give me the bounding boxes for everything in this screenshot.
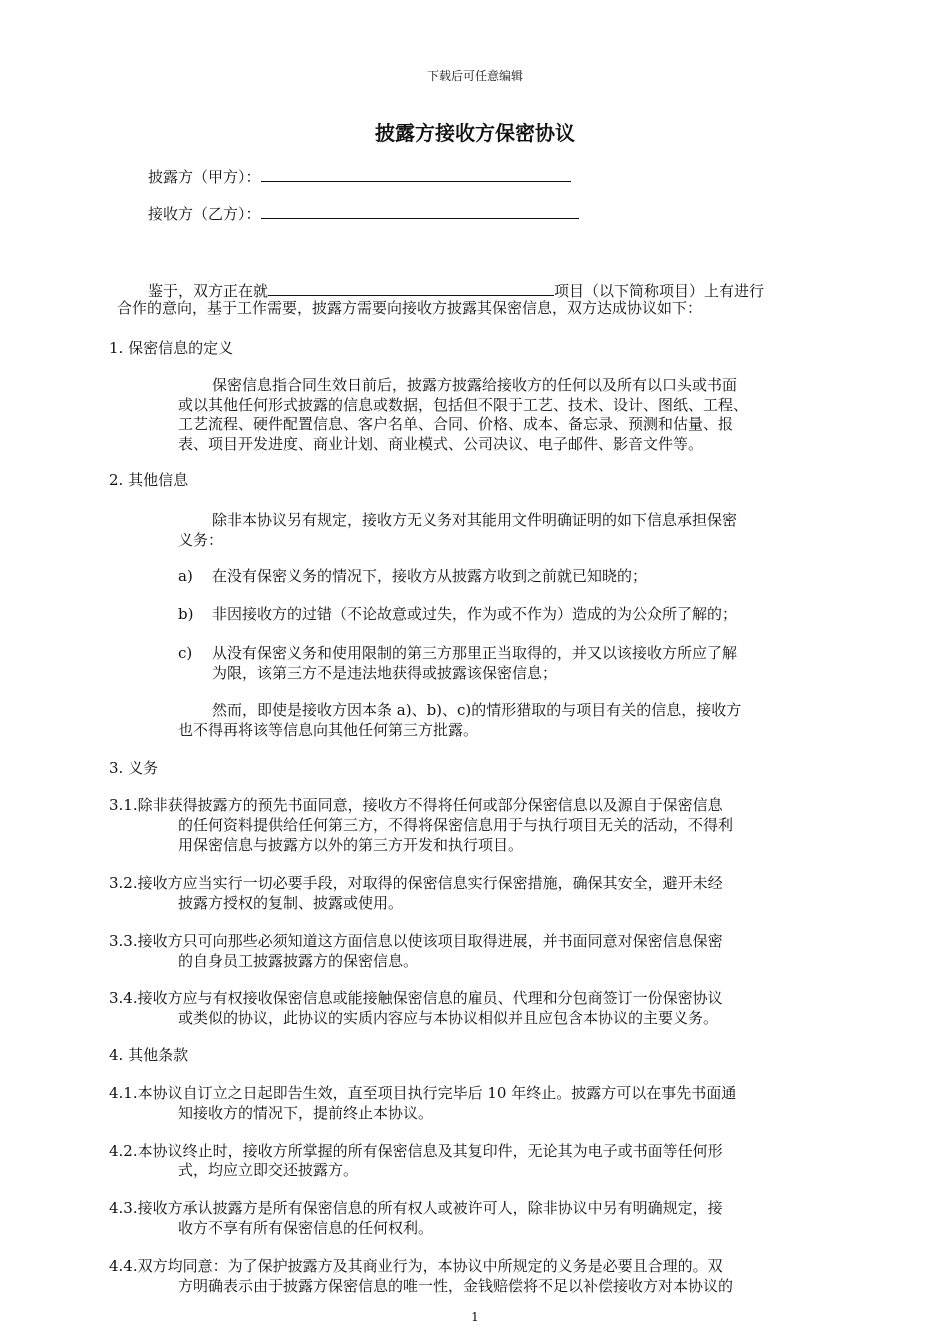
list-item: 从没有保密义务和使用限制的第三方那里正当取得的，并又以该接收方所应了解 bbox=[212, 644, 738, 662]
section-heading: 1. 保密信息的定义 bbox=[109, 339, 234, 357]
discloser-blank[interactable] bbox=[261, 164, 571, 182]
list-item: 为限，该第三方不是违法地获得或披露该保密信息； bbox=[212, 664, 558, 682]
clause-line: 知接收方的情况下，提前终止本协议。 bbox=[178, 1104, 434, 1122]
receiver-blank[interactable] bbox=[261, 201, 579, 219]
clause-line: 4.3.接收方承认披露方是所有保密信息的所有权人或被许可人，除非协议中另有明确规定，接 bbox=[109, 1199, 723, 1217]
receiver-label: 接收方（乙方）： bbox=[148, 205, 261, 223]
clause-line: 的自身员工披露披露方的保密信息。 bbox=[178, 952, 419, 970]
receiver-line bbox=[148, 201, 579, 225]
clause-line: 用保密信息与披露方以外的第三方开发和执行项目。 bbox=[178, 836, 524, 854]
list-label: c) bbox=[178, 644, 193, 662]
list-item: 在没有保密义务的情况下，接收方从披露方收到之前就已知晓的； bbox=[212, 567, 648, 585]
header-note: 下载后可任意编辑 bbox=[426, 69, 523, 83]
section-heading: 3. 义务 bbox=[109, 759, 159, 777]
clause-line: 4.4.双方均同意：为了保护披露方及其商业行为，本协议中所规定的义务是必要且合理的。双 bbox=[109, 1257, 723, 1275]
paragraph-line: 保密信息指合同生效日前后，披露方披露给接收方的任何以及所有以口头或书面 bbox=[212, 376, 738, 394]
list-label: a) bbox=[178, 567, 193, 585]
preamble-line-2: 合作的意向，基于工作需要，披露方需要向接收方披露其保密信息，双方达成协议如下： bbox=[117, 299, 703, 317]
paragraph-line: 或以其他任何形式披露的信息或数据，包括但不限于工艺、技术、设计、图纸、工程、 bbox=[178, 396, 749, 414]
list-label: b) bbox=[178, 605, 194, 623]
section-heading: 2. 其他信息 bbox=[109, 471, 189, 489]
clause-line: 3.2.接收方应当实行一切必要手段，对取得的保密信息实行保密措施，确保其安全，避开未经 bbox=[109, 874, 723, 892]
clause-line: 的任何资料提供给任何第三方，不得将保密信息用于与执行项目无关的活动，不得利 bbox=[178, 816, 734, 834]
page-number: 1 bbox=[471, 1310, 479, 1324]
clause-line: 或类似的协议，此协议的实质内容应与本协议相似并且应包含本协议的主要义务。 bbox=[178, 1009, 719, 1027]
clause-line: 3.4.接收方应与有权接收保密信息或能接触保密信息的雇员、代理和分包商签订一份保密协议 bbox=[109, 989, 723, 1007]
preamble-text: 项目（以下简称项目）上有进行 bbox=[554, 282, 765, 300]
clause-line: 4.1.本协议自订立之日起即告生效，直至项目执行完毕后 10 年终止。披露方可以在事先书面通 bbox=[109, 1084, 737, 1102]
project-blank[interactable] bbox=[268, 278, 554, 296]
clause-line: 披露方授权的复制、披露或使用。 bbox=[178, 894, 404, 912]
paragraph-line: 义务： bbox=[178, 531, 224, 549]
discloser-label: 披露方（甲方）： bbox=[148, 168, 261, 186]
paragraph-line: 也不得再将该等信息向其他任何第三方批露。 bbox=[178, 721, 479, 739]
paragraph-line: 表、项目开发进度、商业计划、商业模式、公司决议、电子邮件、影音文件等。 bbox=[178, 435, 704, 453]
clause-line: 3.3.接收方只可向那些必须知道这方面信息以使该项目取得进展，并书面同意对保密信息保密 bbox=[109, 932, 723, 950]
clause-line: 式，均应立即交还披露方。 bbox=[178, 1161, 359, 1179]
section-heading: 4. 其他条款 bbox=[109, 1046, 189, 1064]
preamble-text: 鉴于，双方正在就 bbox=[148, 282, 269, 300]
list-item: 非因接收方的过错（不论故意或过失，作为或不作为）造成的为公众所了解的； bbox=[212, 605, 738, 623]
clause-line: 3.1.除非获得披露方的预先书面同意，接收方不得将任何或部分保密信息以及源自于保密信息 bbox=[109, 796, 723, 814]
paragraph-line: 工艺流程、硬件配置信息、客户名单、合同、价格、成本、备忘录、预测和估量、报 bbox=[178, 415, 734, 433]
paragraph-line: 除非本协议另有规定，接收方无义务对其能用文件明确证明的如下信息承担保密 bbox=[212, 511, 738, 529]
discloser-line bbox=[148, 164, 571, 188]
clause-line: 收方不享有所有保密信息的任何权利。 bbox=[178, 1219, 434, 1237]
clause-line: 方明确表示由于披露方保密信息的唯一性，金钱赔偿将不足以补偿接收方对本协议的 bbox=[178, 1277, 734, 1295]
clause-line: 4.2.本协议终止时，接收方所掌握的所有保密信息及其复印件，无论其为电子或书面等任何形 bbox=[109, 1142, 723, 1160]
page-title: 披露方接收方保密协议 bbox=[375, 121, 575, 145]
paragraph-line: 然而，即使是接收方因本条 a)、b)、c)的情形猎取的与项目有关的信息，接收方 bbox=[212, 701, 742, 719]
